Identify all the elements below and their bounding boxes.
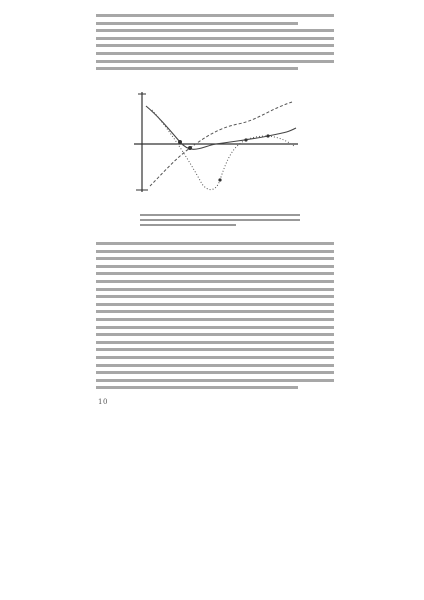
text-line — [96, 242, 334, 245]
caption-line — [140, 214, 300, 216]
text-line — [96, 60, 334, 63]
text-line — [96, 265, 334, 268]
text-line — [96, 356, 334, 359]
text-line — [96, 280, 334, 283]
curve-dotted — [152, 110, 294, 190]
body-paragraph — [96, 242, 334, 394]
text-line — [96, 272, 334, 275]
top-paragraph — [96, 14, 334, 75]
text-line — [96, 52, 334, 55]
text-line — [96, 310, 334, 313]
text-line — [96, 303, 334, 306]
text-line — [96, 14, 334, 17]
text-line — [96, 371, 334, 374]
text-line — [96, 44, 334, 47]
text-line — [96, 326, 334, 329]
caption-line — [140, 219, 300, 221]
text-line — [96, 333, 334, 336]
text-line — [96, 379, 334, 382]
page-number: 10 — [98, 398, 108, 406]
text-line — [96, 37, 334, 40]
text-line — [96, 257, 334, 260]
text-line — [96, 348, 334, 351]
text-line — [96, 250, 334, 253]
data-point — [178, 140, 182, 144]
text-line — [96, 318, 334, 321]
text-line — [96, 341, 334, 344]
text-line — [96, 386, 298, 389]
text-line — [96, 288, 334, 291]
data-point — [244, 138, 247, 141]
data-point — [188, 146, 192, 150]
data-point — [266, 134, 269, 137]
figure-plot — [128, 88, 300, 216]
curve-solid — [146, 106, 296, 149]
text-line — [96, 22, 298, 25]
data-point — [218, 178, 221, 181]
text-line — [96, 295, 334, 298]
text-line — [96, 364, 334, 367]
text-line — [96, 29, 334, 32]
text-line — [96, 67, 298, 70]
caption-line — [140, 224, 236, 226]
figure-caption — [140, 214, 300, 229]
